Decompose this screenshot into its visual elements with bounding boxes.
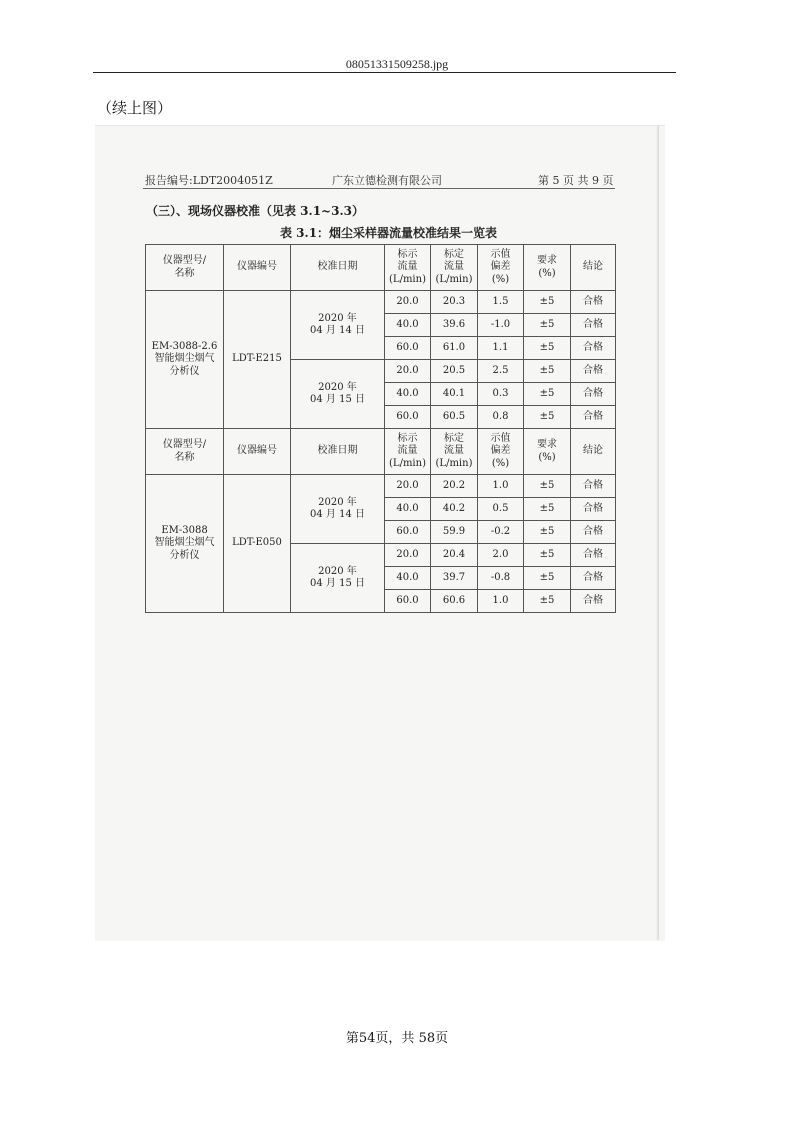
header-requirement-text: 要求 (537, 439, 557, 450)
instrument-number-text: LDT-E050 (232, 537, 282, 549)
indicated-flow (385, 406, 431, 429)
header-model (146, 245, 224, 291)
conclusion-text: 合格 (583, 525, 603, 537)
requirement-text: ±5 (539, 410, 555, 422)
indication-error (478, 544, 524, 567)
instrument-model-text: EM-3088 (161, 524, 208, 536)
calibration-date (291, 544, 385, 613)
requirement-text: ±5 (539, 387, 555, 399)
requirement-text: ±5 (539, 548, 555, 560)
header-calibrated-text: (L/min) (435, 273, 473, 285)
header-error-text: (%) (491, 457, 510, 469)
indication-error (478, 314, 524, 337)
header-calibrated-text: 标定 (444, 432, 464, 444)
header-conclusion-text: 结论 (583, 445, 603, 457)
requirement (524, 337, 571, 360)
header-requirement-text: 要求 (537, 255, 557, 266)
instrument-model-text: EM-3088-2.6 (151, 340, 218, 352)
indicated-flow (385, 498, 431, 521)
header-indicated-text: 流量 (397, 445, 418, 457)
calibration-date (291, 291, 385, 360)
conclusion-text: 合格 (583, 594, 603, 606)
indicated-flow (385, 475, 431, 498)
instrument-model-text: 智能烟尘烟气 (154, 353, 215, 365)
indication-error (478, 567, 524, 590)
instrument-model (146, 475, 224, 613)
header-error-text: 示值 (490, 248, 511, 260)
header-calibrated-text: 标定 (444, 248, 464, 260)
conclusion (571, 498, 616, 521)
header-requirement-text: (%) (538, 267, 556, 279)
table-caption: 表 3.1：烟尘采样器流量校准结果一览表 (280, 226, 498, 240)
header-date-text: 校准日期 (317, 261, 358, 273)
requirement-text: ±5 (539, 318, 555, 330)
conclusion (571, 291, 616, 314)
conclusion (571, 521, 616, 544)
report-number: 报告编号:LDT2004051Z (145, 174, 273, 187)
indicated-flow-text: 20.0 (396, 548, 419, 560)
requirement (524, 544, 571, 567)
header-rule (93, 72, 676, 73)
document-filename: 08051331509258.jpg (345, 57, 449, 71)
header-model (146, 429, 224, 475)
scan-page-info: 第 5 页 共 9 页 (538, 174, 614, 187)
indication-error (478, 590, 524, 613)
header-indicated (385, 429, 431, 475)
calibrated-flow-text: 20.4 (442, 548, 466, 560)
indication-error-text: 2.0 (492, 548, 509, 560)
indication-error-text: 0.3 (492, 387, 509, 399)
calibration-date-text: 2020 年 (318, 496, 357, 508)
calibrated-flow (431, 590, 478, 613)
calibrated-flow (431, 406, 478, 429)
indication-error-text: 0.8 (492, 410, 509, 422)
calibrated-flow (431, 337, 478, 360)
indication-error (478, 475, 524, 498)
header-conclusion (571, 429, 616, 475)
section-title: （三）、现场仪器校准（见表 3.1~3.3） (146, 204, 364, 218)
requirement (524, 498, 571, 521)
indication-error (478, 291, 524, 314)
calibrated-flow (431, 383, 478, 406)
requirement-text: ±5 (539, 571, 555, 583)
conclusion-text: 合格 (583, 479, 603, 491)
indication-error (478, 383, 524, 406)
header-error-text: (%) (491, 273, 510, 285)
calibrated-flow (431, 475, 478, 498)
indication-error-text: 1.0 (492, 594, 509, 606)
instrument-number (224, 291, 291, 429)
requirement-text: ±5 (539, 594, 555, 606)
instrument-model-text: 智能烟尘烟气 (154, 537, 215, 549)
indicated-flow-text: 40.0 (396, 318, 419, 330)
header-indicated-text: 标示 (397, 432, 418, 444)
indication-error-text: -0.2 (490, 525, 511, 537)
calibrated-flow-text: 40.2 (442, 502, 466, 514)
indicated-flow-text: 60.0 (396, 594, 419, 606)
calibration-date-text: 04 月 15 日 (310, 394, 365, 405)
calibration-date (291, 360, 385, 429)
conclusion-text: 合格 (583, 410, 603, 422)
indicated-flow-text: 40.0 (396, 571, 419, 583)
header-indicated-text: (L/min) (389, 457, 426, 469)
header-model-text: 仪器型号/ (162, 255, 207, 266)
calibrated-flow-text: 39.7 (442, 571, 466, 583)
calibrated-flow (431, 567, 478, 590)
conclusion-text: 合格 (583, 387, 603, 399)
header-calibrated (431, 245, 478, 291)
conclusion-text: 合格 (583, 341, 603, 353)
header-date-text: 校准日期 (317, 445, 358, 457)
calibration-date (291, 475, 385, 544)
instrument-model (146, 291, 224, 429)
conclusion-text: 合格 (583, 295, 603, 307)
calibrated-flow-text: 61.0 (442, 341, 466, 353)
indication-error (478, 337, 524, 360)
page-footer: 第54页，共 58页 (345, 1031, 449, 1046)
requirement (524, 475, 571, 498)
instrument-model-text: 分析仪 (169, 365, 200, 377)
header-error (478, 429, 524, 475)
calibrated-flow-text: 39.6 (442, 318, 466, 330)
indication-error-text: 1.0 (492, 479, 509, 491)
indication-error-text: 1.5 (492, 295, 509, 307)
requirement (524, 567, 571, 590)
calibrated-flow (431, 291, 478, 314)
header-error (478, 245, 524, 291)
instrument-model-text: 分析仪 (169, 549, 200, 561)
header-requirement (524, 429, 571, 475)
header-indicated-text: (L/min) (389, 273, 426, 285)
requirement (524, 360, 571, 383)
header-indicated-text: 流量 (397, 261, 418, 273)
indicated-flow-text: 60.0 (396, 410, 419, 422)
table-row (146, 475, 616, 498)
calibrated-flow (431, 544, 478, 567)
calibration-table (145, 244, 616, 613)
conclusion (571, 590, 616, 613)
table-header-row (146, 429, 616, 475)
calibration-date-text: 04 月 15 日 (310, 578, 365, 589)
header-date (291, 429, 385, 475)
indication-error-text: 2.5 (492, 364, 509, 376)
calibrated-flow (431, 521, 478, 544)
header-number-text: 仪器编号 (237, 445, 277, 457)
header-number (224, 429, 291, 475)
calibrated-flow-text: 40.1 (442, 387, 466, 399)
header-calibrated-text: 流量 (444, 445, 464, 457)
indication-error (478, 360, 524, 383)
continuation-label: （续上图） (97, 99, 173, 117)
requirement-text: ±5 (539, 502, 555, 514)
calibrated-flow-text: 20.3 (442, 295, 466, 307)
table-row (146, 291, 616, 314)
header-number-text: 仪器编号 (237, 261, 277, 273)
requirement (524, 521, 571, 544)
indication-error-text: 1.1 (492, 341, 509, 353)
calibration-date-text: 2020 年 (318, 565, 357, 577)
header-calibrated (431, 429, 478, 475)
conclusion-text: 合格 (583, 364, 603, 376)
header-indicated-text: 标示 (397, 248, 418, 260)
conclusion (571, 544, 616, 567)
indicated-flow (385, 291, 431, 314)
requirement (524, 291, 571, 314)
indicated-flow (385, 544, 431, 567)
calibrated-flow-text: 20.2 (442, 479, 466, 491)
requirement-text: ±5 (539, 479, 555, 491)
calibrated-flow (431, 360, 478, 383)
calibrated-flow-text: 20.5 (442, 364, 466, 376)
header-error-text: 示值 (490, 432, 511, 444)
company-name: 广东立德检测有限公司 (332, 174, 442, 187)
conclusion-text: 合格 (583, 571, 603, 583)
requirement-text: ±5 (539, 295, 555, 307)
indication-error-text: -1.0 (490, 318, 511, 330)
header-requirement-text: (%) (538, 451, 556, 463)
calibrated-flow-text: 59.9 (442, 525, 466, 537)
instrument-number-text: LDT-E215 (232, 353, 282, 365)
calibration-date-text: 2020 年 (318, 381, 357, 393)
requirement (524, 406, 571, 429)
requirement (524, 590, 571, 613)
requirement-text: ±5 (539, 341, 555, 353)
indicated-flow-text: 60.0 (396, 525, 419, 537)
requirement-text: ±5 (539, 525, 555, 537)
conclusion (571, 406, 616, 429)
calibration-date-text: 04 月 14 日 (310, 509, 365, 520)
header-conclusion-text: 结论 (583, 261, 603, 273)
indication-error (478, 521, 524, 544)
calibrated-flow (431, 314, 478, 337)
indicated-flow-text: 40.0 (396, 502, 419, 514)
calibrated-flow-text: 60.6 (442, 594, 466, 606)
indicated-flow (385, 567, 431, 590)
indication-error-text: 0.5 (492, 502, 509, 514)
indicated-flow (385, 383, 431, 406)
indication-error (478, 406, 524, 429)
header-date (291, 245, 385, 291)
indicated-flow (385, 521, 431, 544)
header-model-text: 仪器型号/ (162, 439, 207, 450)
calibrated-flow-text: 60.5 (442, 410, 466, 422)
table-header-row (146, 245, 616, 291)
indication-error (478, 498, 524, 521)
calibration-date-text: 2020 年 (318, 312, 357, 324)
requirement-text: ±5 (539, 364, 555, 376)
indicated-flow-text: 60.0 (396, 341, 419, 353)
requirement (524, 314, 571, 337)
conclusion (571, 314, 616, 337)
indicated-flow (385, 360, 431, 383)
conclusion (571, 360, 616, 383)
indicated-flow-text: 20.0 (396, 295, 419, 307)
header-calibrated-text: 流量 (444, 261, 464, 273)
header-model-text: 名称 (174, 451, 195, 463)
header-requirement (524, 245, 571, 291)
header-indicated (385, 245, 431, 291)
indication-error-text: -0.8 (490, 571, 511, 583)
indicated-flow (385, 314, 431, 337)
conclusion-text: 合格 (583, 318, 603, 330)
header-number (224, 245, 291, 291)
header-conclusion (571, 245, 616, 291)
conclusion (571, 383, 616, 406)
indicated-flow-text: 20.0 (396, 364, 419, 376)
requirement (524, 383, 571, 406)
conclusion-text: 合格 (583, 548, 603, 560)
header-error-text: 偏差 (490, 445, 511, 457)
indicated-flow-text: 40.0 (396, 387, 419, 399)
indicated-flow (385, 590, 431, 613)
conclusion-text: 合格 (583, 502, 603, 514)
calibration-date-text: 04 月 14 日 (310, 325, 365, 336)
header-model-text: 名称 (174, 267, 195, 279)
calibrated-flow (431, 498, 478, 521)
indicated-flow (385, 337, 431, 360)
header-calibrated-text: (L/min) (435, 457, 473, 469)
report-header-rule (143, 188, 615, 189)
conclusion (571, 567, 616, 590)
indicated-flow-text: 20.0 (396, 479, 419, 491)
scan-edge-shadow (656, 125, 659, 940)
conclusion (571, 475, 616, 498)
header-error-text: 偏差 (490, 261, 511, 273)
instrument-number (224, 475, 291, 613)
conclusion (571, 337, 616, 360)
